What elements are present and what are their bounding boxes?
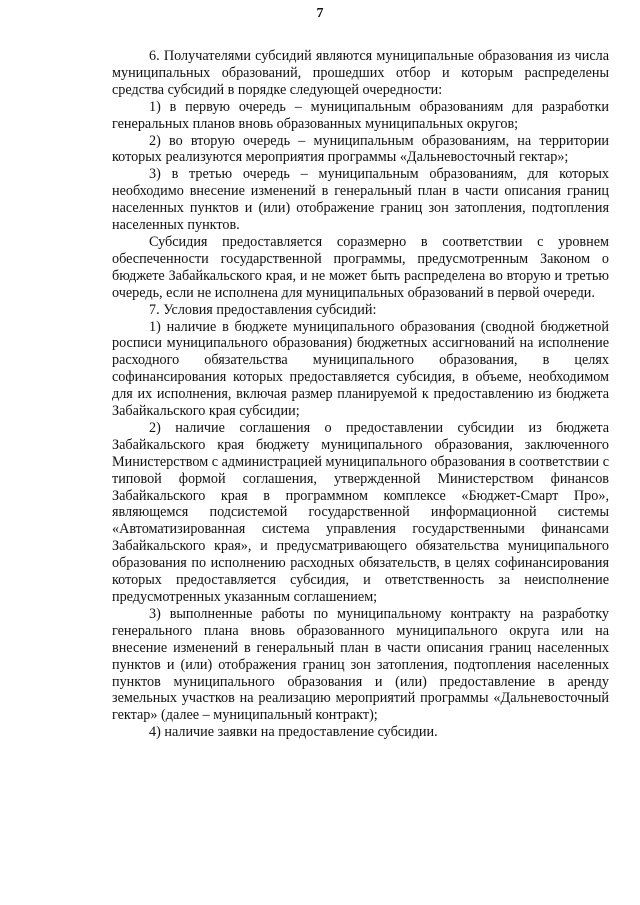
page-number: 7: [316, 6, 324, 21]
paragraph-condition-1: 1) наличие в бюджете муниципального образования (сводной бюджетной росписи муниципального образования) бюджетных ассигнований на исполнение расходного обязательства муниципального образования, в целях софинансирования которых предоставляется субсидия, в объеме, необходимом для их исполнения, включая размер планируемой к предоставлению из бюджета Забайкальского края субсидии;: [112, 318, 609, 420]
paragraph-conditions-heading: 7. Условия предоставления субсидий:: [149, 301, 377, 318]
paragraph-condition-4: 4) наличие заявки на предоставление субсидии.: [149, 724, 438, 741]
paragraph-condition-2: 2) наличие соглашения о предоставлении субсидии из бюджета Забайкальского края бюджету муниципального образования, заключенного Министерством с администрацией муниципального образования в соответствии с типовой формой соглашения, утвержденной Министерством финансов Забайкальского края в программном комплексе «Бюджет-Смарт Про», являющемся подсистемой государственной информационной системы «Автоматизированная система управления государственными финансами Забайкальского края», и предусматривающего обязательства муниципального образования по исполнению расходных обязательств, в целях софинансирования которых предоставляется субсидия, и ответственность за неисполнение предусмотренных указанным соглашением;: [112, 419, 609, 605]
paragraph-priority-1: 1) в первую очередь – муниципальным образованиям для разработки генеральных планов вновь образованных муниципальных округов;: [112, 98, 609, 132]
paragraph-condition-3: 3) выполненные работы по муниципальному контракту на разработку генерального плана вновь образованного муниципального округа или на внесение изменений в генеральный план в части описания границ населенных пунктов и (или) отображения границ зон затопления, подтопления населенных пунктов муниципального образования и (или) предоставление в аренду земельных участков на реализацию мероприятий программы «Дальневосточный гектар» (далее – муниципальный контракт);: [112, 605, 609, 724]
paragraph-priority-2: 2) во вторую очередь – муниципальным образованиям, на территории которых реализуются мероприятия программы «Дальневосточный гектар»;: [112, 132, 609, 166]
paragraph-subsidy-proportion: Субсидия предоставляется соразмерно в соответствии с уровнем обеспеченности государственной программы, предусмотренным Законом о бюджете Забайкальского края, и не может быть распределена во вторую и третью очередь, если не исполнена для муниципальных образований в первой очереди.: [112, 233, 609, 301]
paragraph-priority-3: 3) в третью очередь – муниципальным образованиям, для которых необходимо внесение изменений в генеральный план в части описания границ населенных пунктов и (или) отображение границ зон затопления, подтопления населенных пунктов.: [112, 166, 609, 234]
document-body: [112, 48, 609, 741]
paragraph-recipients: 6. Получателями субсидий являются муниципальные образования из числа муниципальных образований, прошедших отбор и которым распределены средства субсидий в порядке следующей очередности:: [112, 48, 609, 98]
